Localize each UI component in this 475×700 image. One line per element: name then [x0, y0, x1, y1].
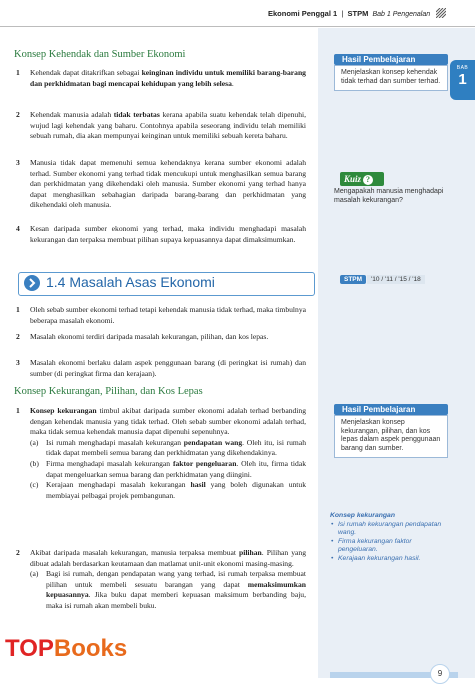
- kuiz-label: Kuiz: [344, 174, 362, 184]
- item-bold: keinginan individu untuk memiliki barang-barang dan perkhidmatan bagi mencapai kehidupan yang lebih selesa: [30, 68, 306, 88]
- list-item: [16, 110, 306, 142]
- stpm-years-badge: [340, 276, 425, 283]
- item-number: 1: [16, 406, 20, 415]
- item-number: 3: [16, 358, 20, 367]
- item-number: 1: [16, 68, 20, 77]
- section-title: Masalah Asas Ekonomi: [69, 274, 215, 290]
- item-text: kerana apabila suatu kehendak telah dipenuhi, wujud lagi kehendak yang baharu. Contohnya apabila seseorang individu telah memiliki sebuah rumah, dia akan mempunyai keinginan untuk memiliki sebuah kereta baharu.: [30, 110, 307, 141]
- sub-item: [30, 480, 306, 501]
- list-item: [16, 358, 306, 379]
- item-number: 2: [16, 332, 20, 341]
- item-text: Masalah ekonomi berlaku dalam aspek penggunaan barang (di peringkat isi rumah) dan sumber (di peringkat firma dan kerajaan).: [30, 358, 306, 378]
- topbooks-logo: [5, 635, 127, 663]
- list-item: [16, 224, 306, 245]
- item-text: Kehendak manusia adalah: [30, 110, 114, 119]
- section-heading-text: [46, 274, 215, 290]
- item-text: Manusia tidak dapat memenuhi semua kehendaknya kerana sumber ekonomi adalah terhad. Sumber ekonomi yang terhad tidak mencukupi untuk menghasilkan semua barang dan perkhidmatan yang dikehendaki oleh manusia. Sumber ekonomi yang terhad hanya dapat menghasilkan sebahagian daripada barang-barang dan perkhidmatan yang dikehendaki oleh manusia.: [30, 158, 306, 210]
- item-text: Kesan daripada sumber ekonomi yang terhad, maka individu menghadapi masalah kekurangan dan terpaksa membuat pilihan supaya kepuasannya dapat dimaksimumkan.: [30, 224, 306, 244]
- list-item: [16, 548, 306, 612]
- kuiz-badge: [340, 172, 384, 186]
- learning-outcome-text: Menjelaskan konsep kehendak tidak terhad dan sumber terhad.: [334, 65, 448, 91]
- section-number: 1.4: [46, 274, 66, 290]
- item-text: . Oleh itu, firma tidak dapat mengeluarkan semua barang dan perkhidmatan yang diingini.: [46, 458, 307, 479]
- sub-item: [30, 569, 306, 611]
- book-title: Ekonomi Penggal 1: [268, 9, 338, 18]
- item-number: 2: [16, 110, 20, 119]
- learning-outcome-title: Hasil Pembelajaran: [334, 404, 448, 415]
- item-bold: faktor pengeluaran: [172, 458, 237, 468]
- page-header: [0, 4, 475, 26]
- section-title-kehendak: Konsep Kehendak dan Sumber Ekonomi: [14, 49, 186, 60]
- item-number: 3: [16, 158, 20, 167]
- sub-label: (a): [30, 569, 39, 579]
- logo-part-top: TOP: [5, 635, 54, 662]
- item-text: Kehendak dapat ditakrifkan sebagai: [30, 68, 142, 77]
- sub-label: (b): [30, 458, 39, 468]
- item-text: . Jika buku dapat memberi kepuasan maksimum berbanding baju, maka isi rumah akan membeli buku.: [46, 590, 306, 610]
- item-text: .: [231, 78, 234, 88]
- item-bold: hasil: [190, 480, 206, 490]
- item-text: Firma menghadapi masalah kekurangan: [46, 458, 173, 468]
- item-number: 2: [16, 548, 20, 557]
- learning-outcome-box: [334, 54, 448, 91]
- item-bold: Konsep kekurangan: [30, 406, 97, 415]
- item-text: Masalah ekonomi terdiri daripada masalah kekurangan, pilihan, dan kos lepas.: [30, 332, 269, 341]
- header-rule: [0, 26, 475, 27]
- item-number: 1: [16, 305, 20, 314]
- list-item: [16, 406, 306, 501]
- sub-item: [30, 438, 306, 459]
- sub-item: [30, 459, 306, 480]
- chapter-tab: [450, 60, 475, 100]
- chapter-tab-number: 1: [458, 71, 467, 88]
- list-item: [16, 332, 306, 343]
- question-icon: ?: [363, 175, 373, 185]
- item-bold: pendapatan wang: [183, 437, 243, 447]
- item-bold: pilihan: [238, 548, 262, 557]
- item-text: yang boleh digunakan untuk membiayai pelbagai projek pembangunan.: [46, 480, 306, 500]
- stpm-label: STPM: [340, 275, 366, 284]
- item-text: Kerajaan menghadapi masalah kekurangan: [46, 480, 191, 490]
- item-text: . Pilihan yang dibuat adalah berdasarkan keutamaan dan matlamat unit-unit ekonomi masing-masing.: [30, 548, 306, 568]
- concept-note-title: Konsep kekurangan: [330, 512, 395, 519]
- item-text: timbul akibat daripada sumber ekonomi adalah terhad berbanding dengan kehendak manusia yang tidak terhad. Oleh sebab sumber ekonomi adalah terhad, maka tidak semua kehendak manusia dapat dipenuhi sepenuhnya.: [30, 406, 307, 437]
- list-item: [16, 68, 306, 89]
- learning-outcome-text: Menjelaskan konsep kekurangan, pilihan, dan kos lepas dalam aspek penggunaan barang dan sumber.: [334, 415, 448, 458]
- item-text: Isi rumah menghadapi masalah kekurangan: [46, 437, 184, 447]
- item-text: Akibat daripada masalah kekurangan, manusia terpaksa membuat: [30, 548, 239, 557]
- concept-note-item: • Kerajaan kekurangan hasil.: [330, 555, 448, 564]
- item-number: 4: [16, 224, 20, 233]
- running-head: Ekonomi Penggal 1 | STPM Bab 1 Pengenalan: [268, 9, 431, 18]
- learning-outcome-title: Hasil Pembelajaran: [334, 54, 448, 65]
- item-text: Bagi isi rumah, dengan pendapatan wang yang terhad, isi rumah terpaksa membuat pilihan untuk membeli sesuatu barangan yang dapat: [46, 569, 306, 589]
- item-bold: memaksimumkan kepuasannya: [46, 579, 306, 600]
- logo-part-books: Books: [53, 635, 128, 662]
- page-number: 9: [430, 664, 450, 684]
- kuiz-question: Mengapakah manusia menghadapi masalah kekurangan?: [334, 188, 444, 204]
- stpm-years: '10 / '11 / '15 / '18: [367, 275, 425, 284]
- chapter-label: Bab 1 Pengenalan: [372, 11, 431, 18]
- exam-label: STPM: [347, 9, 369, 18]
- learning-outcome-box: [334, 404, 448, 458]
- section-title-kekurangan: Konsep Kekurangan, Pilihan, dan Kos Lepas: [14, 386, 203, 397]
- item-bold: tidak terbatas: [113, 110, 160, 119]
- chapter-tab-label: BAB: [456, 65, 469, 71]
- section-heading-1-4: [18, 272, 316, 294]
- item-text: Oleh sebab sumber ekonomi terhad tetapi kehendak manusia tidak terhad, maka timbulnya beberapa masalah ekonomi.: [30, 305, 306, 325]
- concept-note-item: • Isi rumah kekurangan pendapatan wang.: [330, 521, 448, 538]
- list-item: [16, 158, 306, 211]
- sub-label: (c): [30, 480, 39, 490]
- stripes-icon: [436, 8, 446, 18]
- chevron-right-icon: [24, 275, 40, 291]
- concept-note: [330, 512, 448, 563]
- list-item: [16, 305, 306, 326]
- sub-label: (a): [30, 437, 39, 447]
- item-text: . Oleh itu, isi rumah tidak dapat membeli semua barang dan perkhidmatan yang dikehendakinya.: [46, 437, 307, 458]
- concept-note-item: • Firma kekurangan faktor pengeluaran.: [330, 538, 448, 555]
- sidebar-panel: [318, 28, 475, 678]
